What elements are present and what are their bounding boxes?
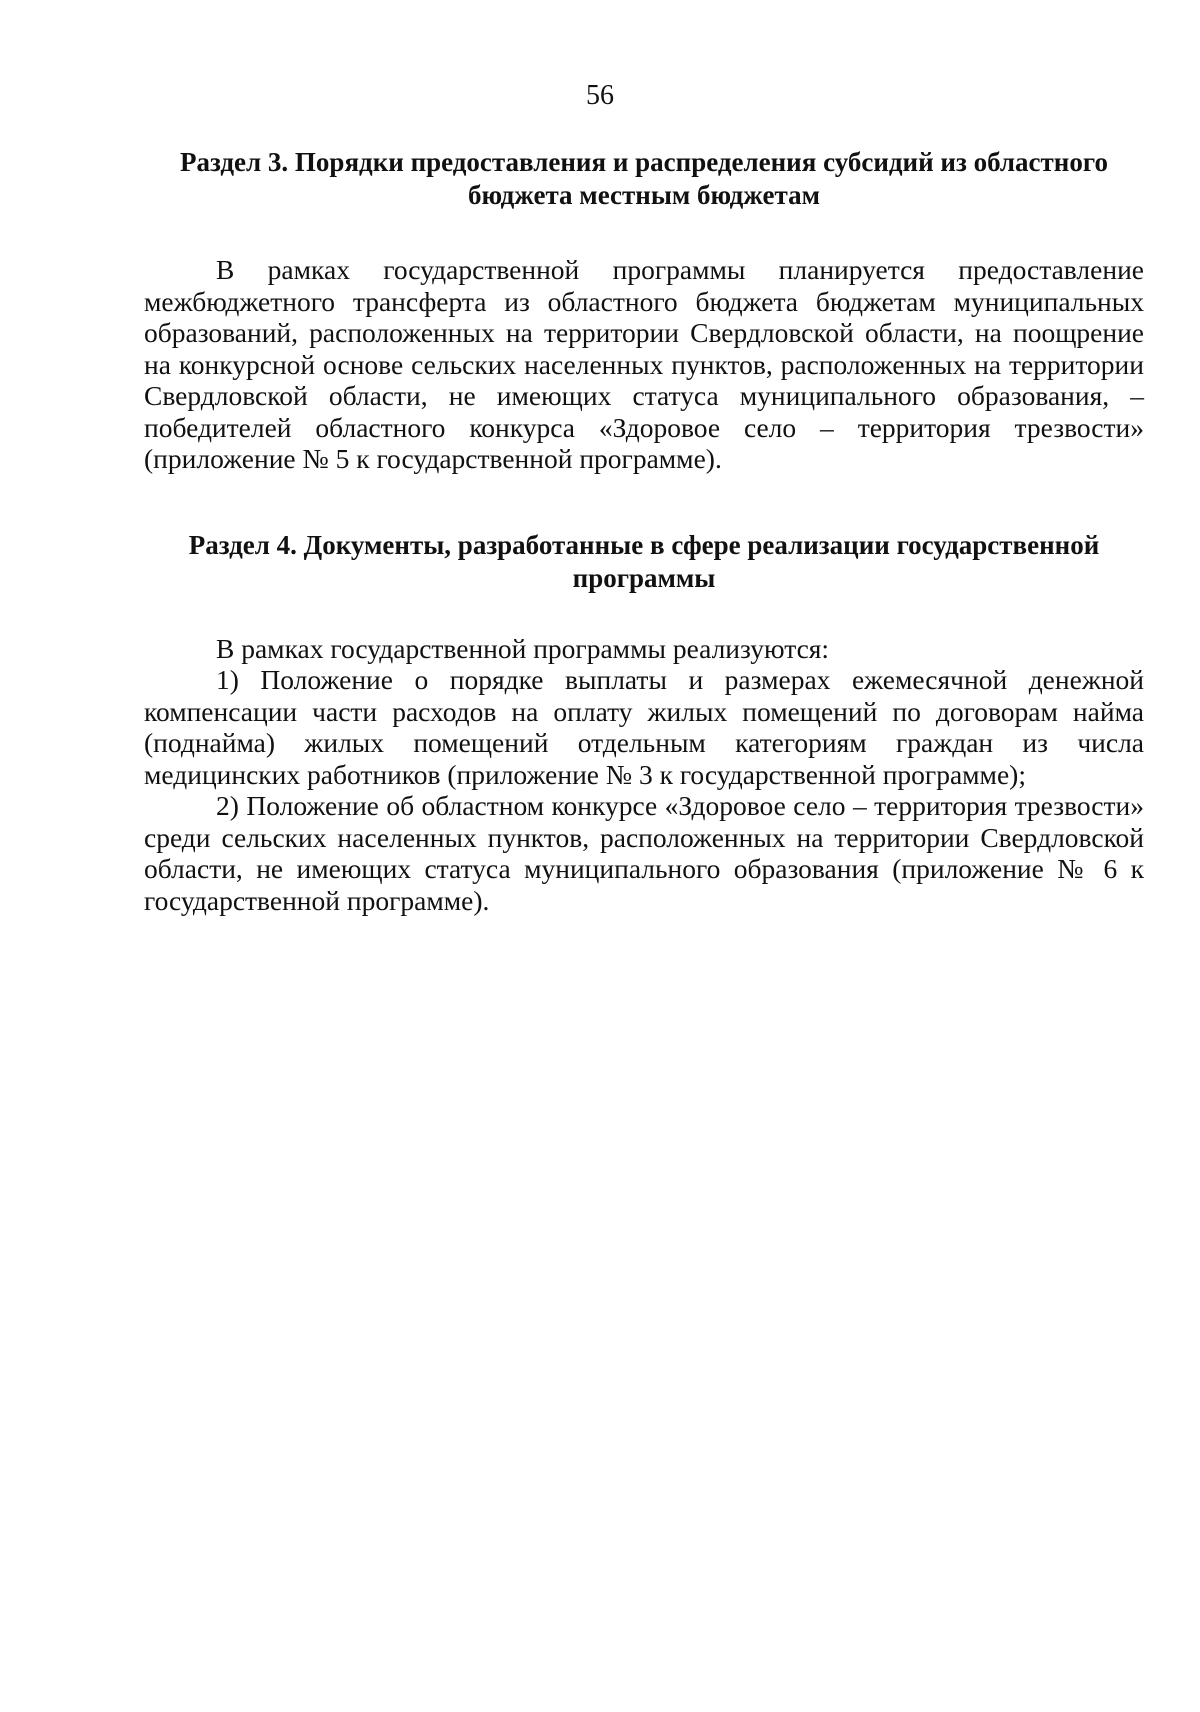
section-4-heading: Раздел 4. Документы, разработанные в сфере реализации государственной программы [188,529,1100,593]
section-4-intro: В рамках государственной программы реализуются: [216,632,830,664]
section-3-heading: Раздел 3. Порядки предоставления и распределения субсидий из областного бюджета местным бюджетам [180,147,1108,210]
document-body [144,146,1144,916]
section-4-item-2: 2) Положение об областном конкурсе «Здоровое село – территория трезвости» среди сельских населенных пунктов, расположенных на территории Свердловской области, не имеющих статуса муниципального образования (приложение № 6 к государственной программе). [144,790,1144,916]
page-number: 56 [586,80,614,111]
section-3-paragraph: В рамках государственной программы планируется предоставление межбюджетного трансферта из областного бюджета бюджетам муниципальных образований, расположенных на территории Свердловской области, на поощрение на конкурсной основе сельских населенных пунктов, расположенных на территории Свердловской области, не имеющих статуса муниципального образования, – победителей областного конкурса «Здоровое село – территория трезвости» (приложение № 5 к государственной программе). [144,254,1144,474]
section-4-item-1: 1) Положение о порядке выплаты и размерах ежемесячной денежной компенсации части расходов на оплату жилых помещений по договорам найма (поднайма) жилых помещений отдельным категориям граждан из числа медицинских работников (приложение № 3 к государственной программе); [144,664,1144,790]
